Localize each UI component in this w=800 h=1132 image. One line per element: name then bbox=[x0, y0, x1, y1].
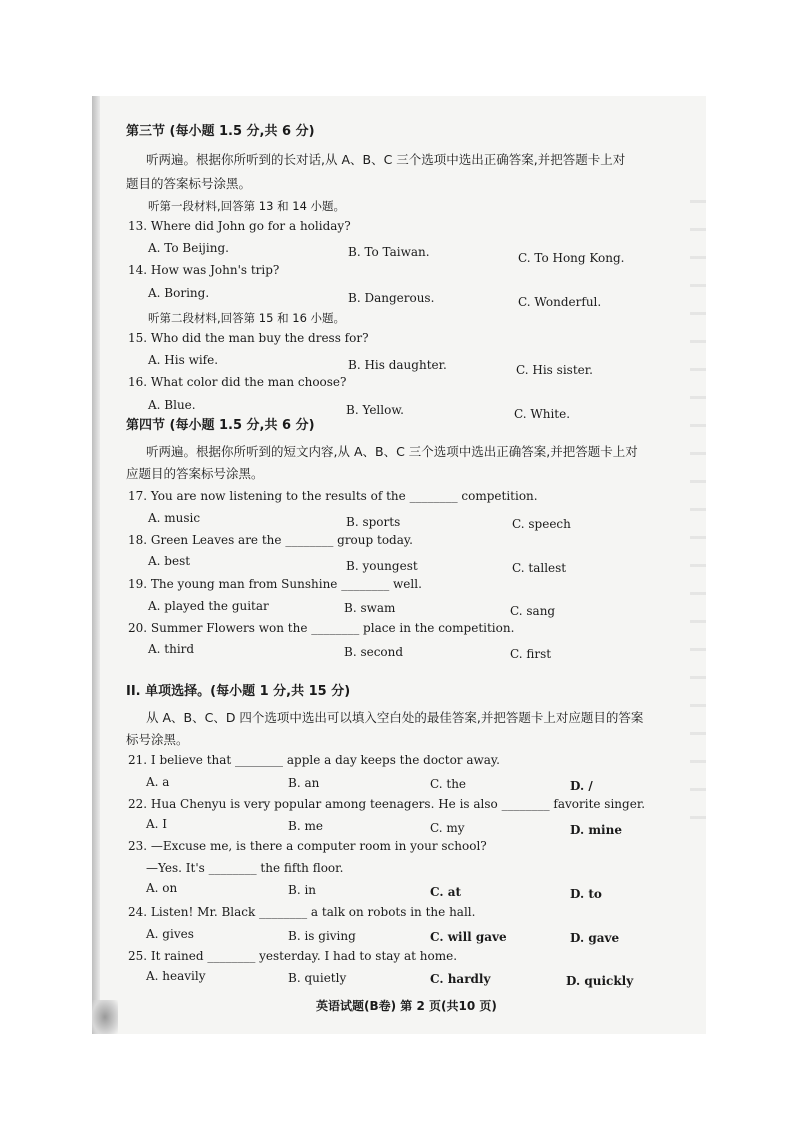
section4-instruction-line1: 听两遍。根据你所听到的短文内容,从 A、B、C 三个选项中选出正确答案,并把答题卡上对 bbox=[146, 444, 638, 459]
q16-option-c: C. White. bbox=[514, 407, 571, 421]
question-25: 25. It rained ________ yesterday. I had to stay at home. bbox=[128, 949, 458, 963]
part2-instruction-line1: 从 A、B、C、D 四个选项中选出可以填入空白处的最佳答案,并把答题卡上对应题目的答案 bbox=[146, 710, 644, 725]
q16-option-b: B. Yellow. bbox=[346, 403, 404, 417]
q17-option-c: C. speech bbox=[512, 517, 571, 531]
question-18: 18. Green Leaves are the ________ group today. bbox=[128, 533, 413, 547]
question-16: 16. What color did the man choose? bbox=[128, 375, 347, 389]
q24-option-d: D. gave bbox=[570, 931, 620, 945]
question-21: 21. I believe that ________ apple a day keeps the doctor away. bbox=[128, 753, 500, 767]
page-edge-shadow bbox=[92, 96, 100, 1034]
question-23-line2: —Yes. It's ________ the fifth floor. bbox=[146, 861, 344, 875]
q15-option-a: A. His wife. bbox=[148, 353, 219, 367]
question-17: 17. You are now listening to the results of the ________ competition. bbox=[128, 489, 538, 503]
q20-option-b: B. second bbox=[344, 645, 404, 659]
q14-option-a: A. Boring. bbox=[148, 286, 210, 300]
q21-option-c: C. the bbox=[430, 777, 467, 791]
q17-option-b: B. sports bbox=[346, 515, 401, 529]
scan-noise bbox=[690, 200, 706, 820]
q22-option-b: B. me bbox=[288, 819, 323, 833]
section3-heading: 第三节 (每小题 1.5 分,共 6 分) bbox=[126, 124, 315, 139]
q18-option-b: B. youngest bbox=[346, 559, 418, 573]
question-23: 23. —Excuse me, is there a computer room in your school? bbox=[128, 839, 487, 853]
q22-option-d: D. mine bbox=[570, 823, 622, 837]
question-15: 15. Who did the man buy the dress for? bbox=[128, 331, 369, 345]
question-13: 13. Where did John go for a holiday? bbox=[128, 219, 351, 233]
q13-option-b: B. To Taiwan. bbox=[348, 245, 430, 259]
q25-option-c: C. hardly bbox=[430, 972, 491, 986]
q24-option-c: C. will gave bbox=[430, 930, 507, 944]
q21-option-b: B. an bbox=[288, 776, 320, 790]
question-14: 14. How was John's trip? bbox=[128, 263, 280, 277]
section3-instruction-line1: 听两遍。根据你所听到的长对话,从 A、B、C 三个选项中选出正确答案,并把答题卡上对 bbox=[146, 152, 626, 167]
scan-smudge bbox=[92, 1000, 118, 1034]
question-24: 24. Listen! Mr. Black ________ a talk on robots in the hall. bbox=[128, 905, 476, 919]
q14-option-b: B. Dangerous. bbox=[348, 291, 435, 305]
q15-option-c: C. His sister. bbox=[516, 363, 593, 377]
question-20: 20. Summer Flowers won the ________ place in the competition. bbox=[128, 621, 515, 635]
q21-option-d: D. / bbox=[570, 779, 593, 793]
part2-heading: II. 单项选择。(每小题 1 分,共 15 分) bbox=[126, 684, 351, 699]
q18-option-a: A. best bbox=[148, 554, 191, 568]
q20-option-a: A. third bbox=[148, 642, 195, 656]
q19-option-b: B. swam bbox=[344, 601, 396, 615]
q22-option-a: A. I bbox=[146, 817, 168, 831]
q13-option-c: C. To Hong Kong. bbox=[518, 251, 625, 265]
question-22: 22. Hua Chenyu is very popular among teenagers. He is also ________ favorite singer. bbox=[128, 797, 646, 811]
q23-option-d: D. to bbox=[570, 887, 602, 901]
q15-option-b: B. His daughter. bbox=[348, 358, 447, 372]
q24-option-b: B. is giving bbox=[288, 929, 356, 943]
q13-option-a: A. To Beijing. bbox=[148, 241, 229, 255]
part2-instruction-line2: 标号涂黑。 bbox=[126, 732, 189, 747]
q25-option-a: A. heavily bbox=[146, 969, 206, 983]
q21-option-a: A. a bbox=[146, 775, 170, 789]
q23-option-c: C. at bbox=[430, 885, 462, 899]
section4-heading: 第四节 (每小题 1.5 分,共 6 分) bbox=[126, 418, 315, 433]
page-footer: 英语试题(B卷) 第 2 页(共10 页) bbox=[316, 999, 497, 1013]
q20-option-c: C. first bbox=[510, 647, 552, 661]
q19-option-c: C. sang bbox=[510, 604, 556, 618]
q16-option-a: A. Blue. bbox=[148, 398, 196, 412]
section3-instruction-line2: 题目的答案标号涂黑。 bbox=[126, 176, 252, 191]
section3-material1: 听第一段材料,回答第 13 和 14 小题。 bbox=[148, 199, 346, 213]
q17-option-a: A. music bbox=[148, 511, 201, 525]
q25-option-d: D. quickly bbox=[566, 974, 634, 988]
q23-option-b: B. in bbox=[288, 883, 317, 897]
question-19: 19. The young man from Sunshine ________ well. bbox=[128, 577, 422, 591]
q18-option-c: C. tallest bbox=[512, 561, 567, 575]
q25-option-b: B. quietly bbox=[288, 971, 347, 985]
q23-option-a: A. on bbox=[146, 881, 178, 895]
section4-instruction-line2: 应题目的答案标号涂黑。 bbox=[126, 466, 264, 481]
q22-option-c: C. my bbox=[430, 821, 465, 835]
q24-option-a: A. gives bbox=[146, 927, 194, 941]
q14-option-c: C. Wonderful. bbox=[518, 295, 602, 309]
section3-material2: 听第二段材料,回答第 15 和 16 小题。 bbox=[148, 311, 346, 325]
q19-option-a: A. played the guitar bbox=[148, 599, 269, 613]
